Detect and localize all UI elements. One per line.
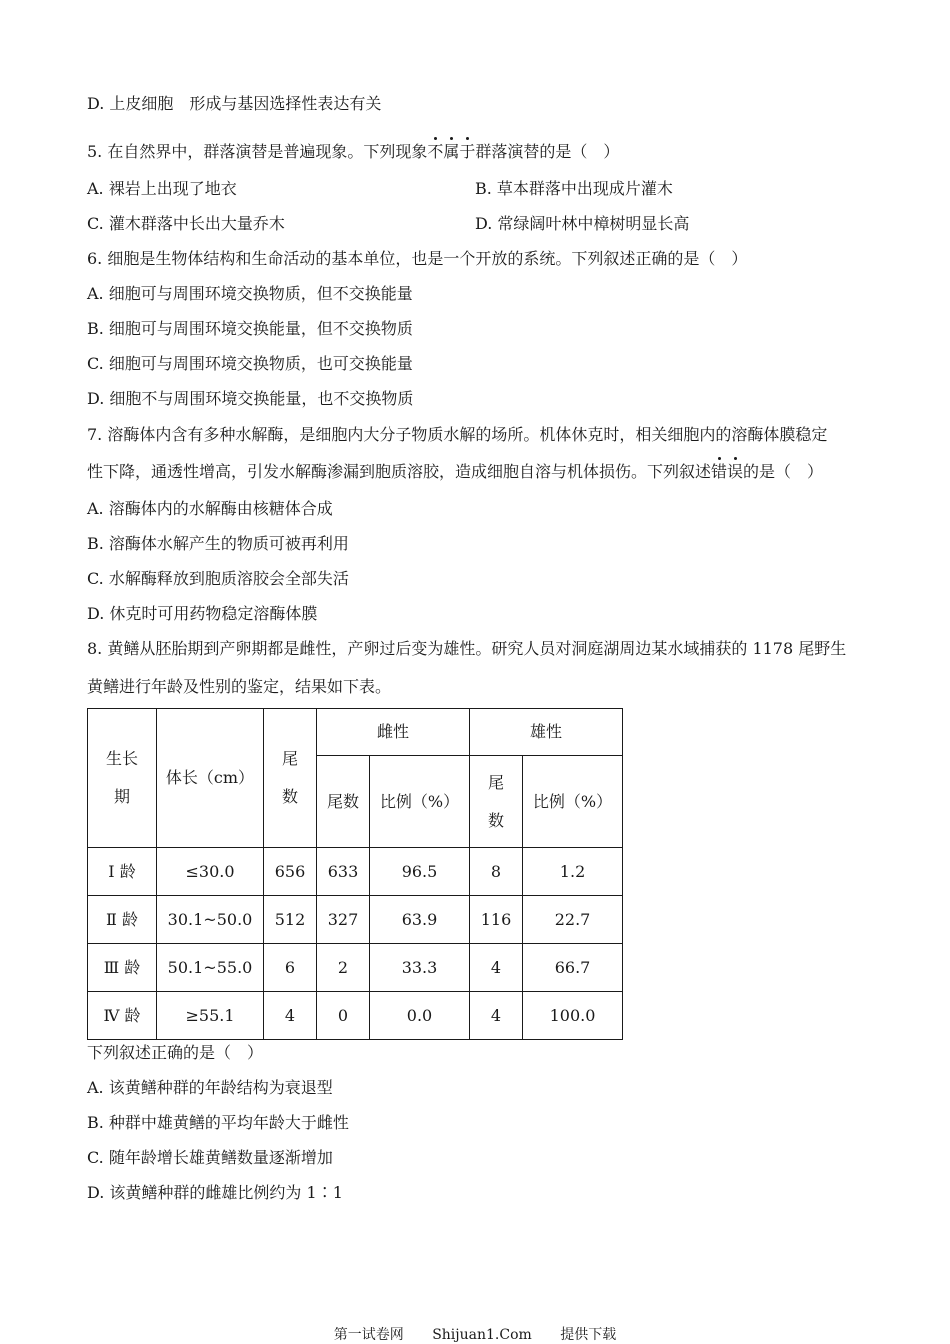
q6-option-d: D. 细胞不与周围环境交换能量，也不交换物质 (87, 389, 414, 408)
q5-stem (87, 142, 619, 162)
q6-stem: 6. 细胞是生物体结构和生命活动的基本单位，也是一个开放的系统。下列叙述正确的是（ ） (87, 249, 748, 268)
emphasis-char: 不 (427, 142, 444, 161)
q6-option-a: A. 细胞可与周围环境交换物质，但不交换能量 (87, 284, 413, 303)
q7-option-a: A. 溶酶体内的水解酶由核糖体合成 (87, 499, 333, 518)
q5-stem-before: 5. 在自然界中，群落演替是普遍现象。下列现象 (87, 142, 428, 161)
table-row: Ⅲ 龄 50.1~55.0 6 2 33.3 4 66.7 (88, 944, 623, 992)
q8-stem-line1: 8. 黄鳝从胚胎期到产卵期都是雌性，产卵过后变为雄性。研究人员对洞庭湖周边某水域捕获的 1178 尾野生 (87, 639, 847, 658)
q8-option-d: D. 该黄鳝种群的雌雄比例约为 1∶1 (87, 1183, 343, 1202)
q7-stem-before: 性下降，通透性增高，引发水解酶渗漏到胞质溶胶，造成细胞自溶与机体损伤。下列叙述 (87, 462, 712, 481)
q8-option-c: C. 随年龄增长雄黄鳝数量逐渐增加 (87, 1148, 333, 1167)
q5-option-c: C. 灌木群落中长出大量乔木 (87, 214, 285, 233)
q5-option-b: B. 草本群落中出现成片灌木 (475, 179, 673, 198)
footer-site: 第一试卷网 (333, 1327, 404, 1343)
q7-stem-line1: 7. 溶酶体内含有多种水解酶，是细胞内大分子物质水解的场所。机体休克时，相关细胞内的溶酶体膜稳定 (87, 425, 828, 444)
q8-option-b: B. 种群中雄黄鳝的平均年龄大于雌性 (87, 1113, 349, 1132)
q7-option-b: B. 溶酶体水解产生的物质可被再利用 (87, 534, 349, 553)
emphasis-char: 误 (727, 462, 744, 481)
header-male: 雄性 (470, 709, 623, 756)
q6-option-b: B. 细胞可与周围环境交换能量，但不交换物质 (87, 319, 413, 338)
header-male-ratio: 比例（%） (523, 756, 623, 848)
q4-option-d: D. 上皮细胞 形成与基因选择性表达有关 (87, 94, 382, 113)
header-female-ratio: 比例（%） (370, 756, 470, 848)
q8-option-a: A. 该黄鳝种群的年龄结构为衰退型 (87, 1078, 333, 1097)
footer-note: 提供下载 (560, 1327, 617, 1343)
header-count: 尾 数 (264, 709, 317, 848)
header-female: 雌性 (317, 709, 470, 756)
page-footer (0, 1326, 950, 1344)
q5-option-d: D. 常绿阔叶林中樟树明显长高 (475, 214, 690, 233)
q8-stem-line2: 黄鳝进行年龄及性别的鉴定，结果如下表。 (87, 677, 392, 696)
emphasis-char: 属 (443, 142, 460, 161)
q8-question: 下列叙述正确的是（ ） (87, 1043, 264, 1062)
q7-option-d: D. 休克时可用药物稳定溶酶体膜 (87, 604, 318, 623)
emphasis-char: 错 (711, 462, 728, 481)
emphasis-char: 于 (459, 142, 476, 161)
header-length: 体长（cm） (157, 709, 264, 848)
q5-stem-after: 群落演替的是（ ） (475, 142, 620, 161)
q7-option-c: C. 水解酶释放到胞质溶胶会全部失活 (87, 569, 349, 588)
header-female-count: 尾数 (317, 756, 370, 848)
table-row: Ⅳ 龄 ≥55.1 4 0 0.0 4 100.0 (88, 992, 623, 1040)
header-male-count: 尾 数 (470, 756, 523, 848)
eel-table (87, 708, 623, 1040)
table-row: Ⅰ 龄 ≤30.0 656 633 96.5 8 1.2 (88, 848, 623, 896)
q5-option-a: A. 裸岩上出现了地衣 (87, 179, 237, 198)
table-row: Ⅱ 龄 30.1~50.0 512 327 63.9 116 22.7 (88, 896, 623, 944)
header-stage: 生长 期 (88, 709, 157, 848)
q6-option-c: C. 细胞可与周围环境交换物质，也可交换能量 (87, 354, 413, 373)
q7-stem-after: 的是（ ） (743, 462, 824, 481)
q7-stem-line2 (87, 462, 823, 482)
footer-domain: Shijuan1.Com (432, 1327, 532, 1343)
